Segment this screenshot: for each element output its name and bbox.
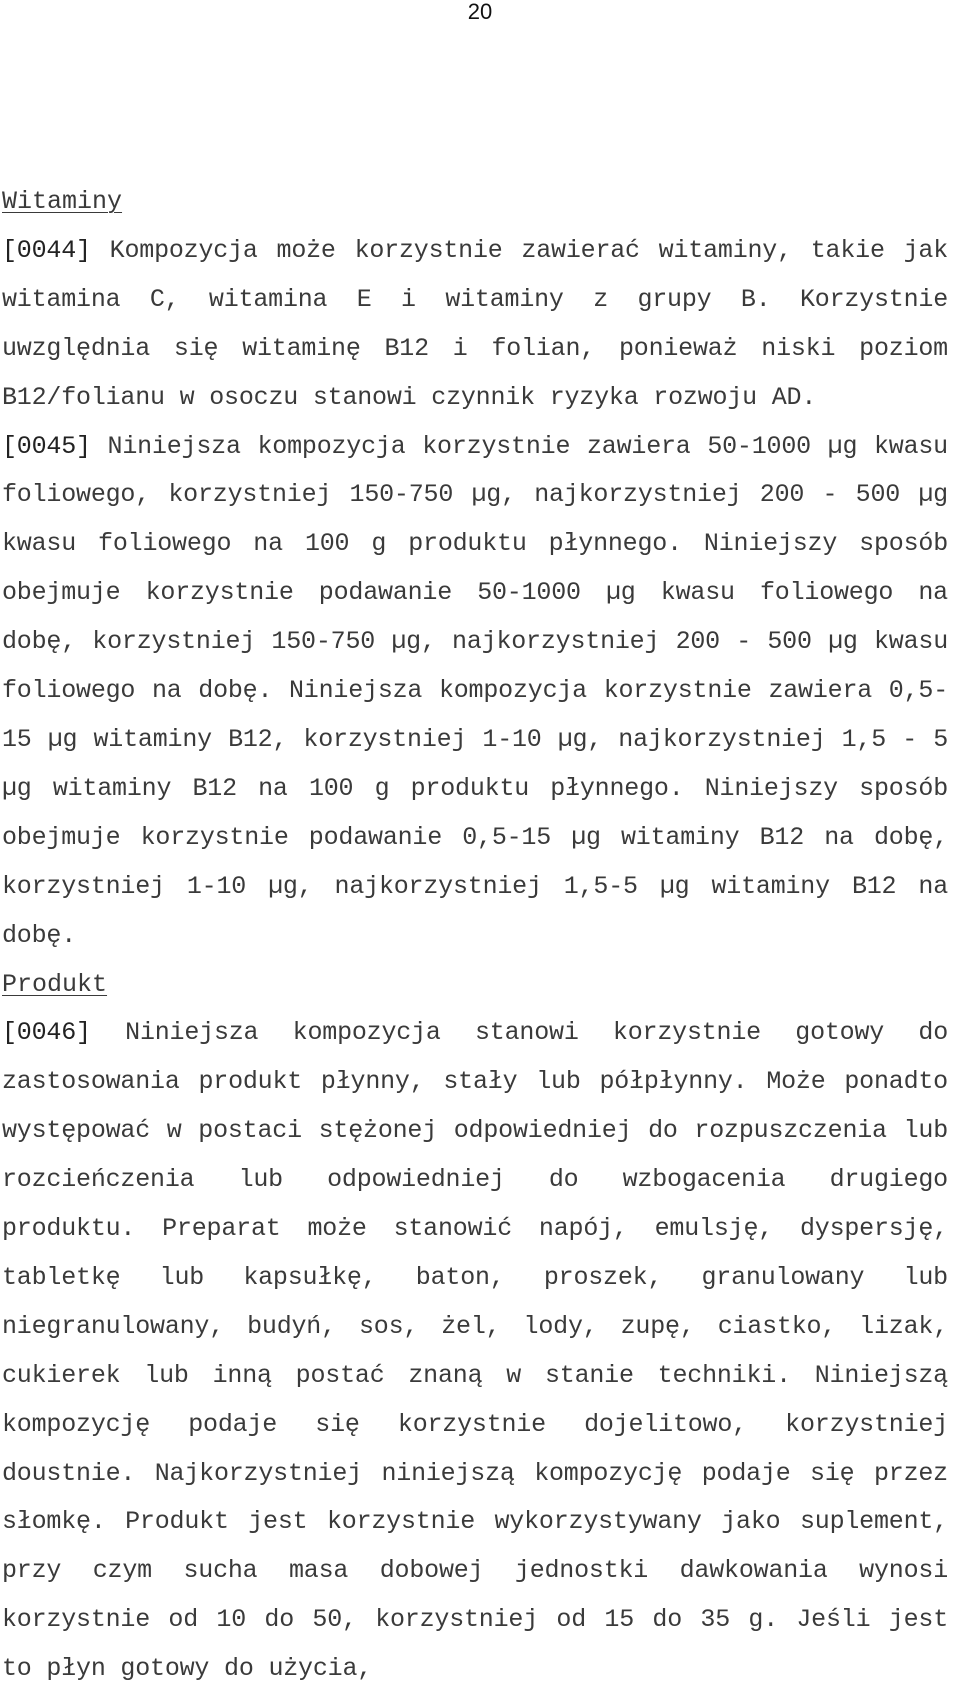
document-body <box>2 178 948 1694</box>
paragraph-number: [0045] <box>2 431 91 461</box>
paragraph-0045 <box>2 423 948 961</box>
paragraph-0044 <box>2 227 948 423</box>
paragraph-0046 <box>2 1009 948 1694</box>
page-number: 20 <box>467 0 493 24</box>
paragraph-number: [0046] <box>2 1018 91 1048</box>
section-heading-witaminy: Witaminy <box>2 187 123 216</box>
paragraph-text: Niniejsza kompozycja stanowi korzystnie gotowy do zastosowania produkt płynny, stały lub półpłynny. Może ponadto występować w postaci stężonej odpowiedniej do rozpuszczenia lub rozcieńczenia lub odpowiedniej do wzbogacenia drugiego produktu. Preparat może stanowić napój, emulsję, dyspersję, tabletkę lub kapsułkę, baton, proszek, granulowany lub niegranulowany, budyń, sos, żel, lody, zupę, ciastko, lizak, cukierek lub inną postać znaną w stanie techniki. Niniejszą kompozycję podaje się korzystnie dojelitowo, korzystniej doustnie. Najkorzystniej niniejszą kompozycję podaje się przez słomkę. Produkt jest korzystnie wykorzystywany jako suplement, przy czym sucha masa dobowej jednostki dawkowania wynosi korzystnie od 10 do 50, korzystniej od 15 do 35 g. Jeśli jest to płyn gotowy do użycia, <box>2 1018 948 1684</box>
paragraph-text: Niniejsza kompozycja korzystnie zawiera 50-1000 µg kwasu foliowego, korzystniej 150-750 µg, najkorzystniej 200 - 500 µg kwasu foliowego na 100 g produktu płynnego. Niniejszy sposób obejmuje korzystnie podawanie 50-1000 µg kwasu foliowego na dobę, korzystniej 150-750 µg, najkorzystniej 200 - 500 µg kwasu foliowego na dobę. Niniejsza kompozycja korzystnie zawiera 0,5-15 µg witaminy B12, korzystniej 1-10 µg, najkorzystniej 1,5 - 5 µg witaminy B12 na 100 g produktu płynnego. Niniejszy sposób obejmuje korzystnie podawanie 0,5-15 µg witaminy B12 na dobę, korzystniej 1-10 µg, najkorzystniej 1,5-5 µg witaminy B12 na dobę. <box>2 431 948 950</box>
paragraph-text: Kompozycja może korzystnie zawierać witaminy, takie jak witamina C, witamina E i witaminy z grupy B. Korzystnie uwzględnia się witaminę B12 i folian, ponieważ niski poziom B12/folianu w osoczu stanowi czynnik ryzyka rozwoju AD. <box>2 235 948 412</box>
paragraph-number: [0044] <box>2 235 91 265</box>
section-heading-produkt: Produkt <box>2 969 108 999</box>
